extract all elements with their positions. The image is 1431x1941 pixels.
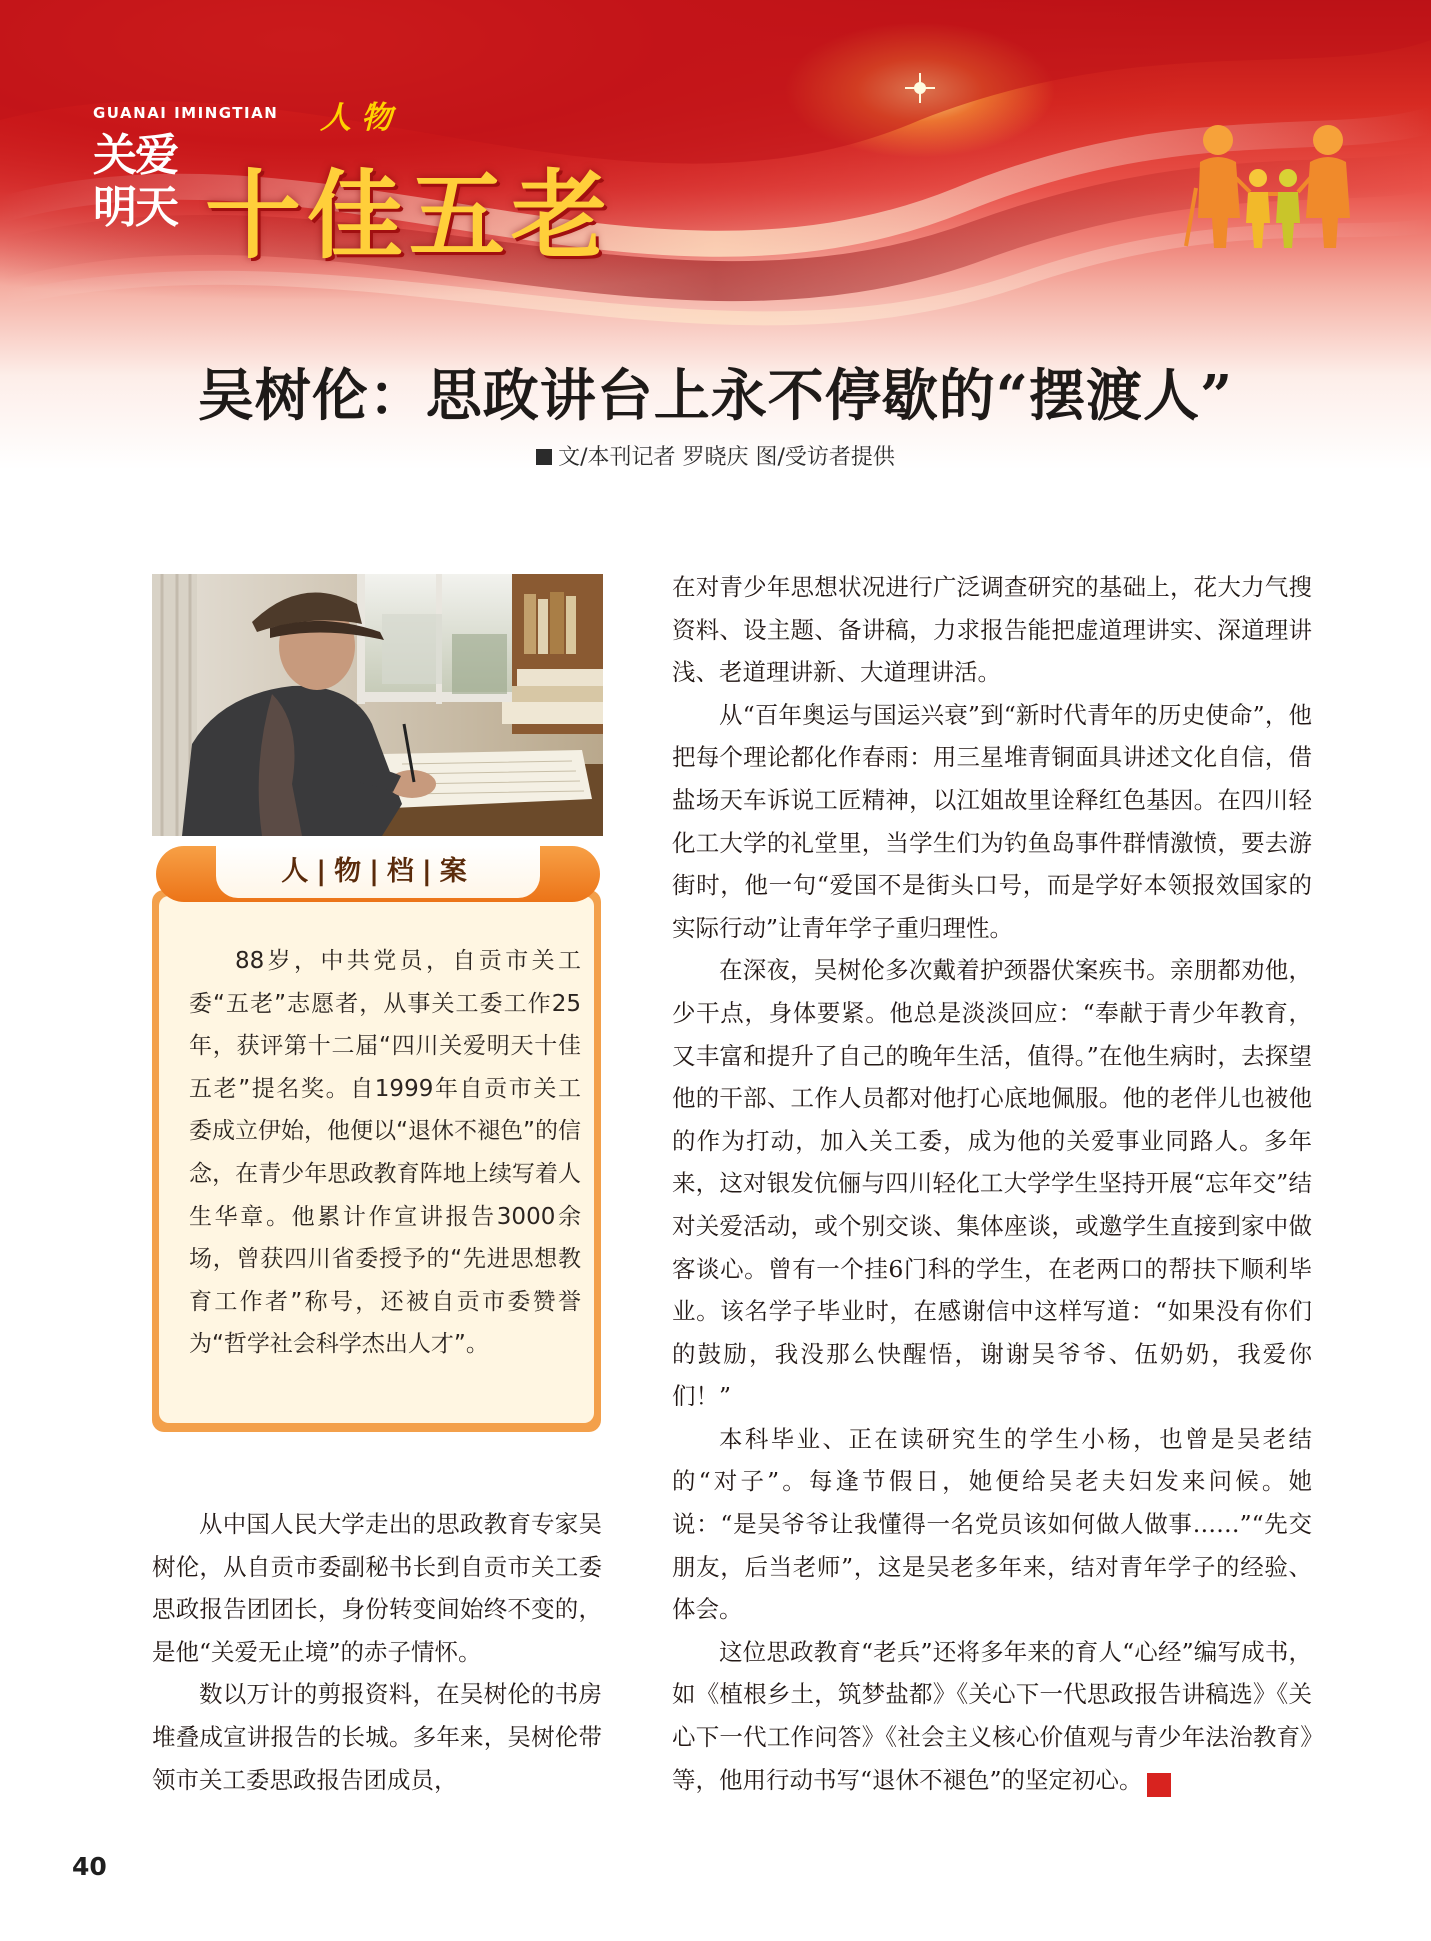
page-number: 40 [72,1852,107,1881]
portrait-photo [152,574,603,836]
paragraph-text: 这位思政教育“老兵”还将多年来的育人“心经”编写成书，如《植根乡土，筑梦盐都》《关心下一代思政报告讲稿选》《关心下一代工作问答》《社会主义核心价值观与青少年法治教育》等，他用行动书写“退休不褪色”的坚定初心。 [672,1637,1312,1794]
byline-text: 文/本刊记者 罗晓庆 图/受访者提供 [558,445,895,470]
paragraph: 从中国人民大学走出的思政教育专家吴树伦，从自贡市委副秘书长到自贡市关工委思政报告团团长，身份转变间始终不变的，是他“关爱无止境”的赤子情怀。 [152,1510,602,1666]
pinyin-logo: GUANAI IMINGTIAN [93,104,279,122]
family-illustration-icon [1178,118,1368,258]
column-title: 十佳五老 [205,159,613,272]
article-column-left [152,1503,602,1801]
paragraph: 在深夜，吴树伦多次戴着护颈器伏案疾书。亲朋都劝他，少干点，身体要紧。他总是淡淡回应：“奉献于青少年教育，又丰富和提升了自己的晚年生活，值得。”在他生病时，去探望他的干部、工作人员都对他打心底地佩服。他的老伴儿也被他的作为打动，加入关工委，成为他的关爱事业同路人。多年来，这对银发伉俪与四川轻化工大学学生坚持开展“忘年交”结对关爱活动，或个别交谈、集体座谈，或邀学生直接到家中做客谈心。曾有一个挂6门科的学生，在老两口的帮扶下顺利毕业。该名学子毕业时，在感谢信中这样写道：“如果没有你们的鼓励，我没那么快醒悟，谢谢吴爷爷、伍奶奶，我爱你们！” [672,956,1312,1411]
article-byline [0,440,1431,470]
paragraph: 数以万计的剪报资料，在吴树伦的书房堆叠成宣讲报告的长城。多年来，吴树伦带领市关工委思政报告团成员， [152,1680,602,1794]
profile-heading: 人|物|档|案 [216,846,540,898]
paragraph: 从“百年奥运与国运兴衰”到“新时代青年的历史使命”，他把每个理论都化作春雨：用三星堆青铜面具讲述文化自信，借盐场天车诉说工匠精神，以江姐故里诠释红色基因。在四川轻化工大学的礼堂里，当学生们为钓鱼岛事件群情激愤，要去游街时，他一句“爱国不是街头口号，而是学好本领报效国家的实际行动”让青年学子重归理性。 [672,700,1312,942]
end-mark-icon: 关 [1147,1773,1171,1797]
paragraph-last [672,1631,1312,1801]
logo-line-1: 关爱 [93,130,177,181]
header-banner [0,0,1431,470]
profile-heading-tab [156,846,600,902]
article-column-right [672,566,1312,1801]
profile-card [159,896,594,1423]
section-tag: 人物 [320,100,402,136]
profile-box [152,890,601,1432]
magazine-logo [93,130,193,234]
profile-text: 88岁，中共党员，自贡市关工委“五老”志愿者，从事关工委工作25年，获评第十二届“四川关爱明天十佳五老”提名奖。自1999年自贡市关工委成立伊始，他便以“退休不褪色”的信念，在青少年思政教育阵地上续写着人生华章。他累计作宣讲报告3000余场，曾获四川省委授予的“先进思想教育工作者”称号，还被自贡市委赞誉为“哲学社会科学杰出人才”。 [189,948,581,1358]
article-title: 吴树伦：思政讲台上永不停歇的“摆渡人” [197,363,1234,429]
byline-square-icon [536,449,552,465]
photo-elderly-man-writing [152,574,603,836]
logo-line-2: 明天 [93,182,177,233]
paragraph: 本科毕业、正在读研究生的学生小杨，也曾是吴老结的“对子”。每逢节假日，她便给吴老夫妇发来问候。她说：“是吴爷爷让我懂得一名党员该如何做人做事……”“先交朋友，后当老师”，这是吴老多年来，结对青年学子的经验、体会。 [672,1424,1312,1624]
paragraph: 在对青少年思想状况进行广泛调查研究的基础上，花大力气搜资料、设主题、备讲稿，力求报告能把虚道理讲实、深道理讲浅、老道理讲新、大道理讲活。 [672,573,1312,687]
